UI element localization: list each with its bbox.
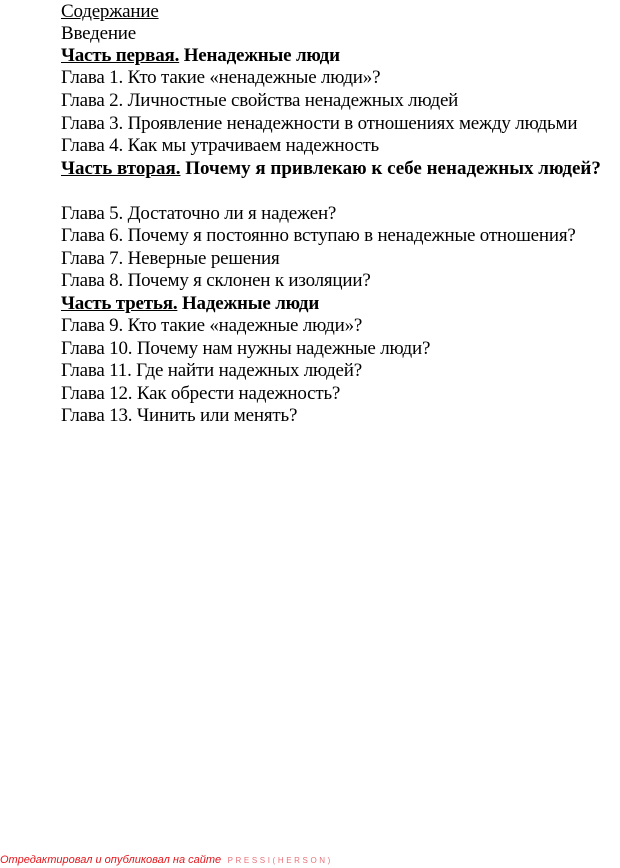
chapter-11: Глава 11. Где найти надежных людей?	[61, 360, 362, 381]
chapter-10: Глава 10. Почему нам нужны надежные люди?	[61, 338, 431, 359]
footer-edited-text: Отредактировал и опубликовал на сайте	[0, 854, 222, 866]
part-2-title: Почему я привлекаю к себе ненадежных людей?	[185, 158, 601, 179]
chapter-6: Глава 6. Почему я постоянно вступаю в ненадежные отношения?	[61, 225, 576, 246]
part-3-title: Надежные люди	[181, 293, 320, 314]
footer-site-name[interactable]: PRESSI(HERSON)	[227, 856, 333, 865]
chapter-3: Глава 3. Проявление ненадежности в отношениях между людьми	[61, 113, 578, 134]
part-3-heading	[61, 293, 319, 315]
chapter-7: Глава 7. Неверные решения	[61, 248, 280, 269]
part-2-label: Часть вторая.	[61, 158, 181, 179]
toc-heading: Содержание	[61, 1, 159, 22]
chapter-9: Глава 9. Кто такие «надежные люди»?	[61, 315, 363, 336]
chapter-13: Глава 13. Чинить или менять?	[61, 405, 298, 426]
chapter-1: Глава 1. Кто такие «ненадежные люди»?	[61, 67, 381, 88]
part-2-heading	[30, 158, 620, 180]
chapter-5: Глава 5. Достаточно ли я надежен?	[61, 203, 337, 224]
toc-intro: Введение	[61, 23, 136, 44]
part-3-label: Часть третья.	[61, 293, 178, 314]
part-1-title: Ненадежные люди	[183, 45, 340, 66]
footer-credit	[0, 850, 333, 867]
chapter-12: Глава 12. Как обрести надежность?	[61, 383, 341, 404]
part-1-label: Часть первая.	[61, 45, 180, 66]
part-1-heading	[61, 45, 340, 67]
chapter-2: Глава 2. Личностные свойства ненадежных людей	[61, 90, 459, 111]
chapter-8: Глава 8. Почему я склонен к изоляции?	[61, 270, 371, 291]
chapter-4: Глава 4. Как мы утрачиваем надежность	[61, 135, 380, 156]
